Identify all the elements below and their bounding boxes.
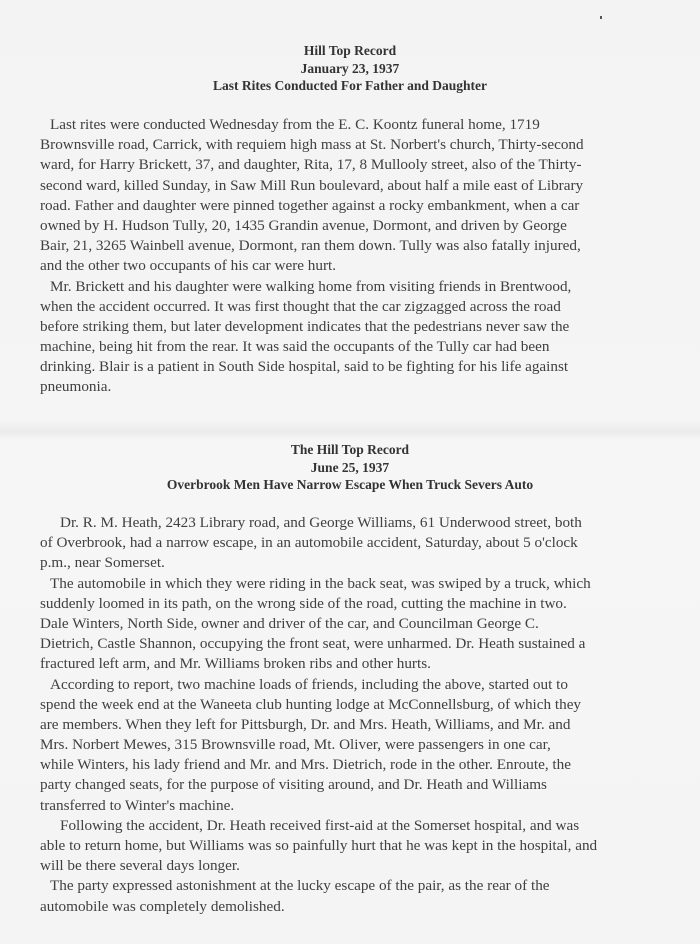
text-line: are members. When they left for Pittsburgh, Dr. and Mrs. Heath, Williams, and Mr. and bbox=[40, 715, 571, 733]
text-line: party changed seats, for the purpose of visiting around, and Dr. Heath and Williams bbox=[40, 776, 547, 794]
text-line: Mr. Brickett and his daughter were walking home from visiting friends in Brentwood, bbox=[50, 277, 572, 295]
text-line: Brownsville road, Carrick, with requiem high mass at St. Norbert's church, Thirty-second bbox=[40, 136, 584, 154]
article-1-body bbox=[40, 115, 680, 398]
text-line: pneumonia. bbox=[40, 378, 112, 396]
text-line: Bair, 21, 3265 Wainbell avenue, Dormont, ran them down. Tully was also fatally injured, bbox=[40, 237, 581, 255]
text-line: Dale Winters, North Side, owner and driver of the car, and Councilman George C. bbox=[40, 614, 539, 632]
scan-speck bbox=[600, 16, 602, 19]
article-1-headline: Last Rites Conducted For Father and Daughter bbox=[212, 78, 487, 93]
text-line: second ward, killed Sunday, in Saw Mill Run boulevard, about half a mile east of Library bbox=[40, 176, 584, 194]
text-line: transferred to Winter's machine. bbox=[40, 796, 235, 814]
text-line: before striking them, but later development indicates that the pedestrians never saw the bbox=[40, 317, 570, 335]
text-line: Following the accident, Dr. Heath received first-aid at the Somerset hospital, and was bbox=[60, 816, 580, 834]
text-line: and the other two occupants of his car were hurt. bbox=[40, 257, 337, 275]
text-line: able to return home, but Williams was so painfully hurt that he was kept in the hospital, and bbox=[40, 837, 598, 854]
text-line: automobile was completely demolished. bbox=[40, 897, 285, 915]
article-2-headline: Overbrook Men Have Narrow Escape When Truck Severs Auto bbox=[166, 477, 534, 492]
text-line: fractured left arm, and Mr. Williams broken ribs and other hurts. bbox=[40, 655, 431, 673]
text-line: of Overbrook, had a narrow escape, in an automobile accident, Saturday, about 5 o'clock bbox=[40, 534, 578, 552]
text-line: drinking. Blair is a patient in South Side hospital, said to be fighting for his life against bbox=[40, 358, 569, 376]
text-line: The party expressed astonishment at the lucky escape of the pair, as the rear of the bbox=[50, 877, 550, 895]
article-1 bbox=[0, 42, 700, 396]
text-line: Dietrich, Castle Shannon, occupying the front seat, were unharmed. Dr. Heath sustained a bbox=[40, 635, 586, 653]
article-2 bbox=[0, 441, 700, 915]
text-line: The automobile in which they were riding in the back seat, was swiped by a truck, which bbox=[50, 574, 591, 592]
article-1-publication: Hill Top Record bbox=[303, 43, 397, 58]
text-line: Dr. R. M. Heath, 2423 Library road, and George Williams, 61 Underwood street, both bbox=[60, 514, 582, 531]
text-line: suddenly loomed in its path, on the wrong side of the road, cutting the machine in two. bbox=[40, 594, 567, 612]
text-line: when the accident occurred. It was first thought that the car zigzagged across the road bbox=[40, 297, 561, 315]
text-line: road. Father and daughter were pinned together against a rocky embankment, when a car bbox=[40, 196, 580, 214]
text-line: spend the week end at the Waneeta club hunting lodge at McConnellsburg, of which they bbox=[40, 695, 582, 713]
text-line: Mrs. Norbert Mewes, 315 Brownsville road, Mt. Oliver, were passengers in one car, bbox=[40, 736, 551, 754]
text-line: will be there several days longer. bbox=[40, 857, 240, 875]
text-line: while Winters, his lady friend and Mr. and Mrs. Dietrich, rode in the other. Enroute, the bbox=[40, 756, 571, 774]
text-line: p.m., near Somerset. bbox=[40, 554, 165, 572]
text-line: machine, being hit from the rear. It was said the occupants of the Tully car had been bbox=[40, 338, 550, 356]
article-1-date: January 23, 1937 bbox=[300, 60, 400, 76]
text-line: ward, for Harry Brickett, 37, and daughter, Rita, 17, 8 Mullooly street, also of the Thirty- bbox=[40, 156, 582, 174]
text-line: owned by H. Hudson Tully, 20, 1435 Grandin avenue, Dormont, and driven by George bbox=[40, 216, 567, 234]
article-2-date: June 25, 1937 bbox=[310, 459, 390, 475]
article-2-body bbox=[40, 513, 680, 917]
article-2-publication: The Hill Top Record bbox=[290, 442, 410, 457]
text-line: According to report, two machine loads of friends, including the above, started out to bbox=[50, 675, 568, 693]
text-line: Last rites were conducted Wednesday from the E. C. Koontz funeral home, 1719 bbox=[50, 116, 540, 133]
